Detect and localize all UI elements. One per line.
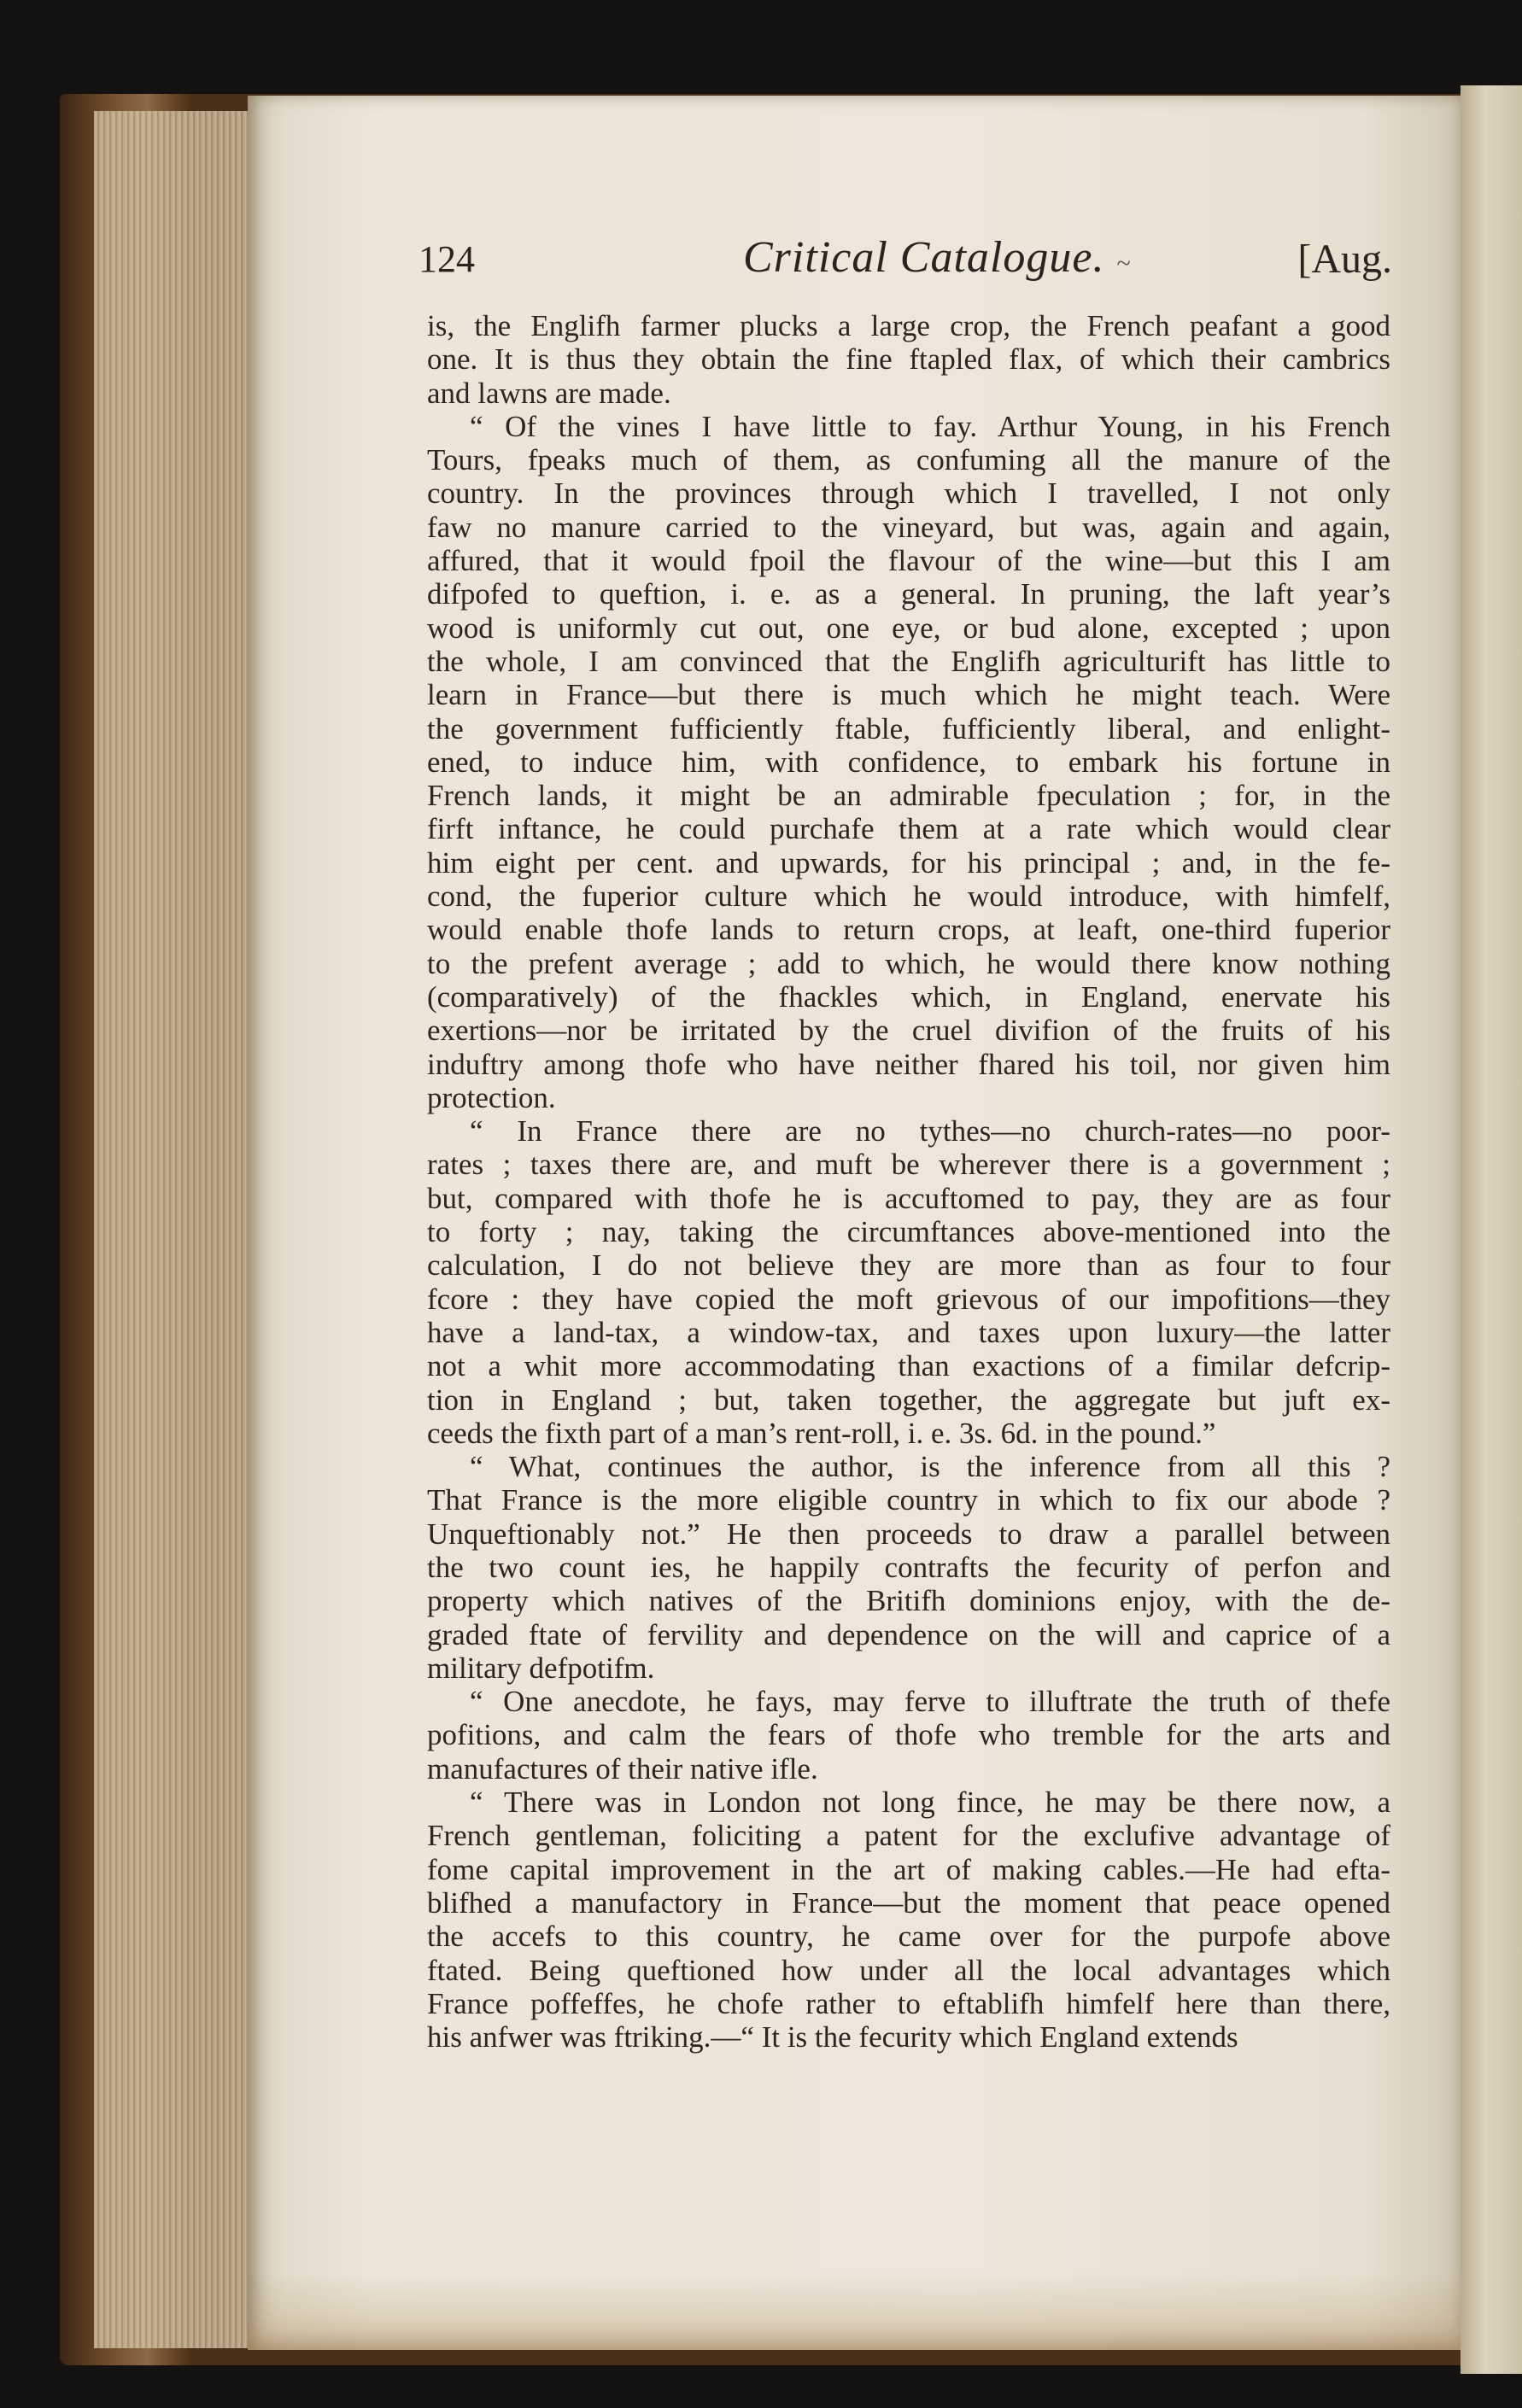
text-line: but, compared with thofe he is accuftomed to pay, they are as four: [427, 1181, 1390, 1215]
text-line: blifhed a manufactory in France—but the moment that peace opened: [427, 1885, 1390, 1920]
text-line: protection.: [427, 1080, 556, 1114]
text-line: rates ; taxes there are, and muft be wherever there is a government ;: [427, 1148, 1390, 1182]
text-line: cond, the fuperior culture which he would introduce, with himfelf,: [427, 880, 1390, 914]
text-line: affured, that it would fpoil the flavour of the wine—but this I am: [427, 544, 1390, 578]
text-line: (comparatively) of the fhackles which, in England, enervate his: [427, 979, 1390, 1014]
text-line: graded ftate of fervility and dependence on the will and caprice of a: [427, 1617, 1390, 1651]
text-line: military defpotifm.: [427, 1651, 655, 1685]
text-line: fome capital improvement in the art of making cables.—He had efta-: [427, 1852, 1390, 1886]
text-line: the whole, I am convinced that the Englifh agriculturift has little to: [427, 644, 1390, 678]
page-header: [419, 232, 1392, 292]
text-line: calculation, I do not believe they are more than as four to four: [427, 1248, 1390, 1283]
text-line: country. In the provinces through which I travelled, I not only: [427, 476, 1390, 511]
text-line: That France is the more eligible country in which to fix our abode ?: [427, 1483, 1390, 1517]
text-line: French lands, it might be an admirable fpeculation ; for, in the: [427, 779, 1390, 813]
text-line: French gentleman, foliciting a patent for the exclufive advantage of: [427, 1819, 1390, 1853]
text-line: have a land-tax, a window-tax, and taxes upon luxury—the latter: [427, 1315, 1390, 1349]
text-line: exertions—nor be irritated by the cruel divifion of the fruits of his: [427, 1014, 1390, 1048]
text-line: France poffeffes, he chofe rather to eftablifh himfelf here than there,: [427, 1986, 1390, 2020]
text-line: “ In France there are no tythes—no church-rates—no poor-: [470, 1114, 1390, 1148]
text-line: to forty ; nay, taking the circumftances above-mentioned into the: [427, 1215, 1390, 1249]
text-line: to the prefent average ; add to which, he would there know nothing: [427, 946, 1390, 980]
text-line: not a whit more accommodating than exactions of a fimilar defcrip-: [427, 1349, 1390, 1383]
text-line: Unqueftionably not.” He then proceeds to draw a parallel between: [427, 1517, 1390, 1551]
text-line: his anfwer was ftriking.—“ It is the fecurity which England extends: [427, 2020, 1238, 2054]
text-line: firft inftance, he could purchafe them at a rate which would clear: [427, 812, 1390, 846]
text-line: learn in France—but there is much which he might teach. Were: [427, 678, 1390, 712]
text-line: the accefs to this country, he came over for the purpofe above: [427, 1920, 1390, 1954]
text-line: “ One anecdote, he fays, may ferve to illuftrate the truth of thefe: [470, 1685, 1390, 1719]
text-line: fcore : they have copied the moft grievous of our impofitions—they: [427, 1282, 1390, 1316]
page-edges: [94, 111, 256, 2348]
text-line: the government fufficiently ftable, fufficiently liberal, and enlight-: [427, 711, 1390, 745]
text-line: manufactures of their native ifle.: [427, 1751, 818, 1786]
text-line: is, the Englifh farmer plucks a large crop, the French peafant a good: [427, 309, 1390, 342]
text-line: Tours, fpeaks much of them, as confuming all the manure of the: [427, 443, 1390, 477]
text-line: difpofed to queftion, i. e. as a general. In pruning, the laft year’s: [427, 577, 1390, 611]
page-stain: [248, 2273, 1461, 2350]
header-month: [Aug.: [1297, 237, 1392, 282]
body-text: [427, 309, 1390, 2054]
running-title-mark: ~: [1116, 249, 1132, 278]
facing-page-edge: [1461, 85, 1522, 2374]
text-line: the two count ies, he happily contrafts the fecurity of perfon and: [427, 1550, 1390, 1584]
text-line: him eight per cent. and upwards, for his principal ; and, in the fe-: [427, 845, 1390, 880]
running-title-text: Critical Catalogue.: [743, 233, 1105, 282]
text-line: “ Of the vines I have little to fay. Arthur Young, in his French: [470, 409, 1390, 443]
text-line: “ What, continues the author, is the inference from all this ?: [470, 1450, 1390, 1484]
text-line: tion in England ; but, taken together, the aggregate but juft ex-: [427, 1382, 1390, 1417]
running-title: [743, 232, 1132, 283]
text-line: induftry among thofe who have neither fhared his toil, nor given him: [427, 1047, 1390, 1081]
page-number: 124: [419, 238, 475, 280]
text-line: wood is uniformly cut out, one eye, or bud alone, excepted ; upon: [427, 611, 1390, 645]
text-line: “ There was in London not long fince, he may be there now, a: [470, 1786, 1390, 1820]
text-line: one. It is thus they obtain the fine ftapled flax, of which their cambrics: [427, 342, 1390, 377]
text-line: ened, to induce him, with confidence, to embark his fortune in: [427, 745, 1390, 779]
text-line: and lawns are made.: [427, 376, 671, 410]
text-line: faw no manure carried to the vineyard, but was, again and again,: [427, 510, 1390, 544]
text-line: property which natives of the Britifh dominions enjoy, with the de-: [427, 1584, 1390, 1618]
text-line: would enable thofe lands to return crops, at leaft, one-third fuperior: [427, 913, 1390, 947]
text-line: ceeds the fixth part of a man’s rent-roll, i. e. 3s. 6d. in the pound.”: [427, 1416, 1216, 1450]
text-line: pofitions, and calm the fears of thofe who tremble for the arts and: [427, 1718, 1390, 1752]
text-line: ftated. Being queftioned how under all the local advantages which: [427, 1953, 1390, 1987]
